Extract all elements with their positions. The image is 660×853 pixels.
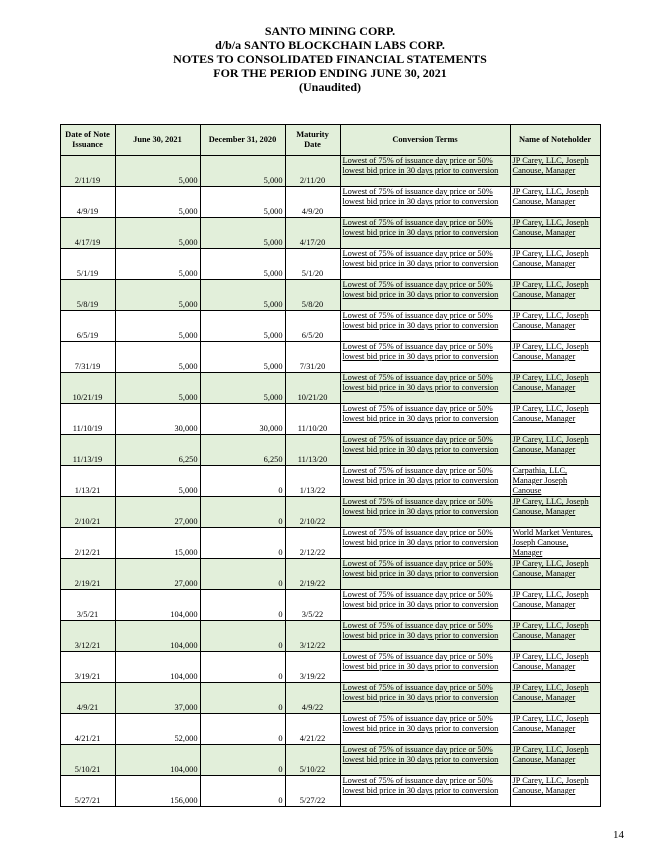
document-header — [0, 0, 660, 94]
maturity-date: 5/1/20 — [285, 249, 340, 280]
table-row — [60, 435, 600, 466]
maturity-date: 7/31/20 — [285, 342, 340, 373]
conversion-terms: Lowest of 75% of issuance day price or 50% lowest bid price in 30 days prior to conversion — [340, 714, 510, 745]
amount-june-30-2021: 5,000 — [115, 249, 200, 280]
amount-december-31-2020: 0 — [200, 590, 285, 621]
amount-june-30-2021: 5,000 — [115, 342, 200, 373]
maturity-date: 2/12/22 — [285, 528, 340, 559]
table-row — [60, 683, 600, 714]
noteholder-name: JP Carey, LLC, Joseph Canouse, Manager — [510, 652, 600, 683]
note-issuance-date: 4/9/21 — [60, 683, 115, 714]
conversion-terms: Lowest of 75% of issuance day price or 50% lowest bid price in 30 days prior to conversion — [340, 590, 510, 621]
amount-june-30-2021: 27,000 — [115, 497, 200, 528]
noteholder-name: JP Carey, LLC, Joseph Canouse, Manager — [510, 714, 600, 745]
table-row — [60, 280, 600, 311]
note-issuance-date: 4/17/19 — [60, 218, 115, 249]
maturity-date: 5/8/20 — [285, 280, 340, 311]
noteholder-name: JP Carey, LLC, Joseph Canouse, Manager — [510, 621, 600, 652]
note-issuance-date: 3/19/21 — [60, 652, 115, 683]
noteholder-name: JP Carey, LLC, Joseph Canouse, Manager — [510, 590, 600, 621]
amount-december-31-2020: 0 — [200, 621, 285, 652]
table-row — [60, 559, 600, 590]
conversion-terms: Lowest of 75% of issuance day price or 50% lowest bid price in 30 days prior to conversion — [340, 652, 510, 683]
maturity-date: 6/5/20 — [285, 311, 340, 342]
noteholder-name: JP Carey, LLC, Joseph Canouse, Manager — [510, 559, 600, 590]
conversion-terms: Lowest of 75% of issuance day price or 50% lowest bid price in 30 days prior to conversion — [340, 156, 510, 187]
note-issuance-date: 11/13/19 — [60, 435, 115, 466]
amount-june-30-2021: 6,250 — [115, 435, 200, 466]
amount-december-31-2020: 5,000 — [200, 311, 285, 342]
noteholder-name: JP Carey, LLC, Joseph Canouse, Manager — [510, 187, 600, 218]
table-row — [60, 311, 600, 342]
table-row — [60, 187, 600, 218]
table-row — [60, 652, 600, 683]
amount-june-30-2021: 5,000 — [115, 311, 200, 342]
maturity-date: 3/19/22 — [285, 652, 340, 683]
conversion-terms: Lowest of 75% of issuance day price or 50% lowest bid price in 30 days prior to conversion — [340, 435, 510, 466]
amount-june-30-2021: 5,000 — [115, 280, 200, 311]
noteholder-name: JP Carey, LLC, Joseph Canouse, Manager — [510, 280, 600, 311]
amount-december-31-2020: 5,000 — [200, 342, 285, 373]
amount-june-30-2021: 104,000 — [115, 590, 200, 621]
amount-december-31-2020: 6,250 — [200, 435, 285, 466]
column-header-date-of-note-issuance: Date of Note Issuance — [60, 125, 115, 156]
amount-december-31-2020: 0 — [200, 497, 285, 528]
amount-december-31-2020: 0 — [200, 559, 285, 590]
amount-december-31-2020: 0 — [200, 745, 285, 776]
note-issuance-date: 10/21/19 — [60, 373, 115, 404]
maturity-date: 4/9/20 — [285, 187, 340, 218]
amount-june-30-2021: 5,000 — [115, 156, 200, 187]
note-issuance-date: 2/11/19 — [60, 156, 115, 187]
note-issuance-date: 2/19/21 — [60, 559, 115, 590]
table-row — [60, 218, 600, 249]
maturity-date: 3/12/22 — [285, 621, 340, 652]
amount-december-31-2020: 0 — [200, 714, 285, 745]
maturity-date: 4/17/20 — [285, 218, 340, 249]
conversion-terms: Lowest of 75% of issuance day price or 50% lowest bid price in 30 days prior to conversion — [340, 249, 510, 280]
maturity-date: 5/27/22 — [285, 776, 340, 807]
note-issuance-date: 5/27/21 — [60, 776, 115, 807]
conversion-terms: Lowest of 75% of issuance day price or 50% lowest bid price in 30 days prior to conversion — [340, 621, 510, 652]
period-title: FOR THE PERIOD ENDING JUNE 30, 2021 — [213, 66, 447, 80]
note-issuance-date: 6/5/19 — [60, 311, 115, 342]
column-header-maturity-date: Maturity Date — [285, 125, 340, 156]
amount-december-31-2020: 5,000 — [200, 249, 285, 280]
conversion-terms: Lowest of 75% of issuance day price or 50% lowest bid price in 30 days prior to conversion — [340, 280, 510, 311]
maturity-date: 2/19/22 — [285, 559, 340, 590]
noteholder-name: JP Carey, LLC, Joseph Canouse, Manager — [510, 156, 600, 187]
amount-june-30-2021: 5,000 — [115, 373, 200, 404]
amount-december-31-2020: 0 — [200, 683, 285, 714]
amount-june-30-2021: 5,000 — [115, 187, 200, 218]
conversion-terms: Lowest of 75% of issuance day price or 50% lowest bid price in 30 days prior to conversion — [340, 404, 510, 435]
table-row — [60, 342, 600, 373]
noteholder-name: JP Carey, LLC, Joseph Canouse, Manager — [510, 435, 600, 466]
table-row — [60, 373, 600, 404]
noteholder-name: JP Carey, LLC, Joseph Canouse, Manager — [510, 218, 600, 249]
maturity-date: 5/10/22 — [285, 745, 340, 776]
doc-title: NOTES TO CONSOLIDATED FINANCIAL STATEMENTS — [173, 52, 487, 66]
conversion-terms: Lowest of 75% of issuance day price or 50% lowest bid price in 30 days prior to conversion — [340, 776, 510, 807]
page-number: 14 — [613, 829, 624, 841]
unaudited-label: (Unaudited) — [298, 80, 361, 94]
amount-december-31-2020: 30,000 — [200, 404, 285, 435]
amount-december-31-2020: 5,000 — [200, 373, 285, 404]
table-row — [60, 466, 600, 497]
amount-december-31-2020: 0 — [200, 466, 285, 497]
note-issuance-date: 2/12/21 — [60, 528, 115, 559]
table-row — [60, 776, 600, 807]
note-issuance-date: 5/8/19 — [60, 280, 115, 311]
note-issuance-date: 5/10/21 — [60, 745, 115, 776]
conversion-terms: Lowest of 75% of issuance day price or 50% lowest bid price in 30 days prior to conversion — [340, 187, 510, 218]
amount-june-30-2021: 104,000 — [115, 621, 200, 652]
conversion-terms: Lowest of 75% of issuance day price or 50% lowest bid price in 30 days prior to conversion — [340, 683, 510, 714]
maturity-date: 11/10/20 — [285, 404, 340, 435]
conversion-terms: Lowest of 75% of issuance day price or 50% lowest bid price in 30 days prior to conversion — [340, 218, 510, 249]
amount-december-31-2020: 0 — [200, 652, 285, 683]
noteholder-name: JP Carey, LLC, Joseph Canouse, Manager — [510, 342, 600, 373]
amount-june-30-2021: 30,000 — [115, 404, 200, 435]
amount-december-31-2020: 5,000 — [200, 156, 285, 187]
table-header-row — [60, 125, 600, 156]
note-issuance-date: 4/21/21 — [60, 714, 115, 745]
table-row — [60, 714, 600, 745]
conversion-terms: Lowest of 75% of issuance day price or 50% lowest bid price in 30 days prior to conversion — [340, 373, 510, 404]
notes-table-body — [60, 156, 600, 807]
amount-june-30-2021: 104,000 — [115, 745, 200, 776]
note-issuance-date: 5/1/19 — [60, 249, 115, 280]
maturity-date: 10/21/20 — [285, 373, 340, 404]
amount-june-30-2021: 27,000 — [115, 559, 200, 590]
maturity-date: 2/11/20 — [285, 156, 340, 187]
table-row — [60, 621, 600, 652]
conversion-terms: Lowest of 75% of issuance day price or 50% lowest bid price in 30 days prior to conversion — [340, 745, 510, 776]
conversion-terms: Lowest of 75% of issuance day price or 50% lowest bid price in 30 days prior to conversion — [340, 466, 510, 497]
note-issuance-date: 1/13/21 — [60, 466, 115, 497]
note-issuance-date: 7/31/19 — [60, 342, 115, 373]
amount-december-31-2020: 0 — [200, 776, 285, 807]
conversion-terms: Lowest of 75% of issuance day price or 50% lowest bid price in 30 days prior to conversion — [340, 311, 510, 342]
maturity-date: 4/21/22 — [285, 714, 340, 745]
amount-june-30-2021: 15,000 — [115, 528, 200, 559]
noteholder-name: World Market Ventures, Joseph Canouse, Manager — [510, 528, 600, 559]
table-row — [60, 528, 600, 559]
note-issuance-date: 11/10/19 — [60, 404, 115, 435]
amount-june-30-2021: 5,000 — [115, 466, 200, 497]
note-issuance-date: 3/5/21 — [60, 590, 115, 621]
noteholder-name: JP Carey, LLC, Joseph Canouse, Manager — [510, 311, 600, 342]
amount-june-30-2021: 37,000 — [115, 683, 200, 714]
noteholder-name: JP Carey, LLC, Joseph Canouse, Manager — [510, 776, 600, 807]
maturity-date: 1/13/22 — [285, 466, 340, 497]
table-row — [60, 590, 600, 621]
column-header-june-30-2021: June 30, 2021 — [115, 125, 200, 156]
maturity-date: 4/9/22 — [285, 683, 340, 714]
noteholder-name: JP Carey, LLC, Joseph Canouse, Manager — [510, 497, 600, 528]
noteholder-name: JP Carey, LLC, Joseph Canouse, Manager — [510, 683, 600, 714]
amount-december-31-2020: 5,000 — [200, 218, 285, 249]
dba-name: d/b/a SANTO BLOCKCHAIN LABS CORP. — [215, 38, 445, 52]
column-header-name-of-noteholder: Name of Noteholder — [510, 125, 600, 156]
conversion-terms: Lowest of 75% of issuance day price or 50% lowest bid price in 30 days prior to conversion — [340, 342, 510, 373]
note-issuance-date: 3/12/21 — [60, 621, 115, 652]
table-row — [60, 156, 600, 187]
amount-december-31-2020: 0 — [200, 528, 285, 559]
maturity-date: 11/13/20 — [285, 435, 340, 466]
noteholder-name: JP Carey, LLC, Joseph Canouse, Manager — [510, 373, 600, 404]
company-name: SANTO MINING CORP. — [264, 24, 396, 38]
maturity-date: 2/10/22 — [285, 497, 340, 528]
table-row — [60, 404, 600, 435]
amount-june-30-2021: 156,000 — [115, 776, 200, 807]
noteholder-name: JP Carey, LLC, Joseph Canouse, Manager — [510, 404, 600, 435]
table-row — [60, 249, 600, 280]
conversion-terms: Lowest of 75% of issuance day price or 50% lowest bid price in 30 days prior to conversion — [340, 528, 510, 559]
amount-december-31-2020: 5,000 — [200, 187, 285, 218]
amount-june-30-2021: 52,000 — [115, 714, 200, 745]
table-row — [60, 745, 600, 776]
amount-december-31-2020: 5,000 — [200, 280, 285, 311]
amount-june-30-2021: 104,000 — [115, 652, 200, 683]
notes-table — [60, 124, 601, 807]
conversion-terms: Lowest of 75% of issuance day price or 50% lowest bid price in 30 days prior to conversion — [340, 497, 510, 528]
table-row — [60, 497, 600, 528]
noteholder-name: Carpathia, LLC, Manager Joseph Canouse — [510, 466, 600, 497]
conversion-terms: Lowest of 75% of issuance day price or 50% lowest bid price in 30 days prior to conversion — [340, 559, 510, 590]
note-issuance-date: 2/10/21 — [60, 497, 115, 528]
column-header-december-31-2020: December 31, 2020 — [200, 125, 285, 156]
note-issuance-date: 4/9/19 — [60, 187, 115, 218]
noteholder-name: JP Carey, LLC, Joseph Canouse, Manager — [510, 249, 600, 280]
column-header-conversion-terms: Conversion Terms — [340, 125, 510, 156]
amount-june-30-2021: 5,000 — [115, 218, 200, 249]
maturity-date: 3/5/22 — [285, 590, 340, 621]
noteholder-name: JP Carey, LLC, Joseph Canouse, Manager — [510, 745, 600, 776]
